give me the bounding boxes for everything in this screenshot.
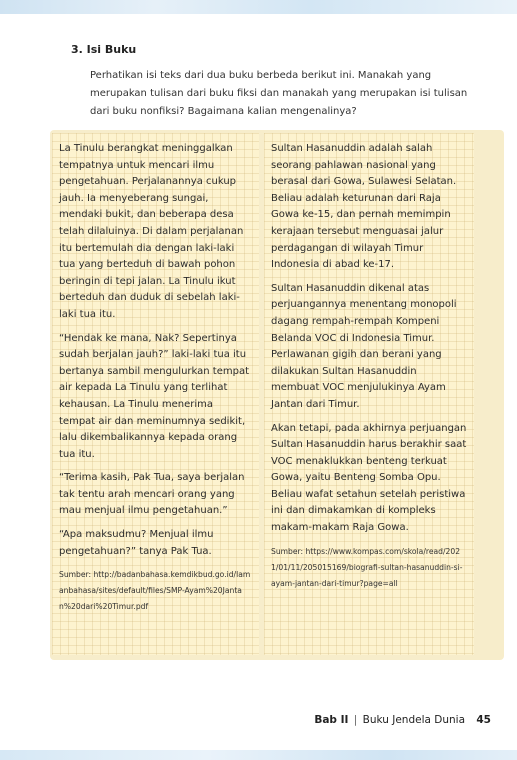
top-decorative-band [0, 0, 517, 14]
bottom-decorative-band [0, 750, 517, 760]
source-citation: Sumber: http://badanbahasa.kemdikbud.go.id/lamanbahasa/sites/default/files/SMP-Ayam%20Jantan%20dari%20Timur.pdf [59, 570, 251, 612]
book-title: Buku Jendela Dunia [362, 714, 466, 726]
paragraph: “Terima kasih, Pak Tua, saya berjalan tak tentu arah mencari orang yang mau menjual ilmu pengetahuan.” [59, 472, 245, 517]
page-footer [314, 714, 491, 726]
paragraph: Sultan Hasanuddin adalah salah seorang pahlawan nasional yang berasal dari Gowa, Sulawesi Selatan. Beliau adalah keturunan dari Raja Gowa ke-15, dan pernah memimpin kerajaan tersebut menguasai jalur perdagangan di wilayah Timur Indonesia di abad ke-17. [271, 143, 457, 271]
paragraph: Akan tetapi, pada akhirnya perjuangan Sultan Hasanuddin harus berakhir saat VOC menaklukkan benteng terkuat Gowa, yaitu Benteng Somba Opu. Beliau wafat setahun setelah peristiwa ini dan dimakamkan di kompleks makam-makam Raja Gowa. [271, 422, 467, 534]
section-intro: Perhatikan isi teks dari dua buku berbeda berikut ini. Manakah yang merupakan tulisan dari buku fiksi dan manakah yang merupakan isi tulisan dari buku nonfiksi? Bagaimana kalian mengenalinya? [90, 70, 468, 117]
paragraph: “Hendak ke mana, Nak? Sepertinya sudah berjalan jauh?” laki-laki tua itu bertanya sambil mengulurkan tempat air kepada La Tinulu yang terlihat kehausan. La Tinulu menerima tempat air dan meminumnya sedikit, lalu dikembalikannya kepada orang tua itu. [59, 332, 249, 460]
chapter-label: Bab II [314, 714, 349, 726]
fiction-text-column [52, 133, 259, 655]
source-citation: Sumber: https://www.kompas.com/skola/read/2021/01/11/205015169/biografi-sultan-hasanuddin-si-ayam-jantan-dari-timur?page=all [271, 546, 463, 588]
paragraph: “Apa maksudmu? Menjual ilmu pengetahuan?” tanya Pak Tua. [59, 529, 214, 557]
paragraph: Sultan Hasanuddin dikenal atas perjuangannya menentang monopoli dagang rempah-rempah Kompeni Belanda VOC di Indonesia Timur. Perlawanan gigih dan berani yang dilakukan Sultan Hasanuddin membuat VOC menjulukinya Ayam Jantan dari Timur. [271, 282, 457, 410]
section-heading: 3. Isi Buku [71, 43, 137, 56]
paragraph: La Tinulu berangkat meninggalkan tempatnya untuk mencari ilmu pengetahuan. Perjalanannya cukup jauh. Ia menyeberang sungai, mendaki bukit, dan beberapa desa telah dilaluinya. Di dalam perjalanan itu bertemulah dia dengan laki-laki tua yang berteduh di bawah pohon beringin di tepi jalan. La Tinulu ikut berteduh dan duduk di sebelah laki-laki tua itu. [59, 143, 244, 320]
nonfiction-text-column [264, 133, 474, 655]
footer-separator: | [353, 714, 358, 726]
page-number: 45 [476, 714, 491, 726]
